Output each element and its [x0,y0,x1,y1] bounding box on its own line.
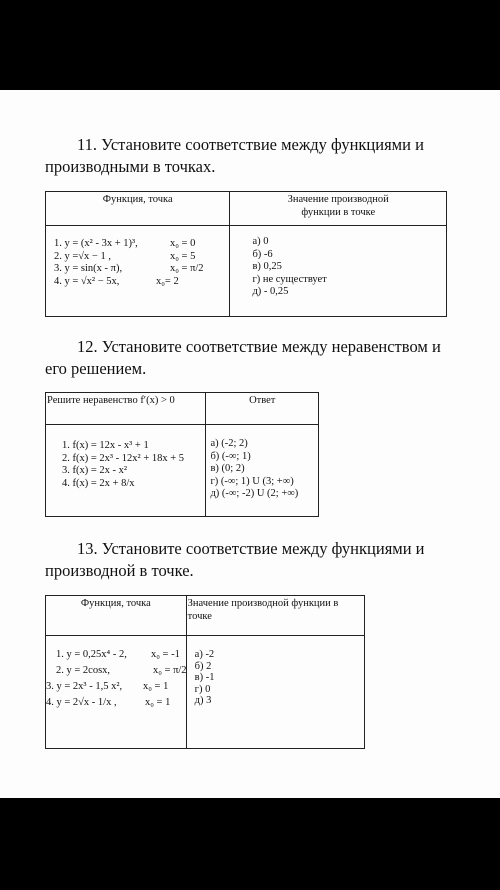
task-12-col1-header: Решите неравенство f′(x) > 0 [47,395,175,406]
task-12-function-list [62,440,205,490]
task-13-table [45,595,365,749]
task-11-answer-a: а) 0 [252,236,269,247]
task-12-answer-c: в) (0; 2) [210,463,245,474]
task-11-title: 11. Установите соответствие между функциями и производными в точках. [45,135,424,176]
task-11-answer-d: г) не существует [252,273,327,285]
task-13-function-list [46,649,186,713]
task-13-col2-header: Значение производной функции в точке [187,598,339,622]
task-12-table [45,392,319,517]
task-12-function-3: 3. f(x) = 2x - x² [62,465,128,476]
task-12-function-4: 4. f(x) = 2x + 8/x [62,477,135,489]
task-11-function-3: 3. y = sin(x - π), x₀ = π/2 [54,263,204,274]
task-12-answer-e: д) (-∞; -2) U (2; +∞) [210,488,299,499]
task-12-answer-list [210,438,318,501]
task-13-answer-b: б) 2 [194,660,212,672]
task-13-answer-c: в) -1 [194,672,215,683]
task-13-function-2: 2. y = 2cosx, x₀ = π/2 [56,665,187,676]
task-11-answer-e: д) - 0,25 [252,286,289,297]
task-11-answer-c: в) 0,25 [252,261,282,272]
task-13-answer-a: а) -2 [194,649,215,660]
task-12-function-1: 1. f(x) = 12x - x³ + 1 [62,440,149,451]
task-11-table [45,191,447,317]
task-11-col1-header: Функция, точка [102,194,173,205]
task-12-answer-a: а) (-2; 2) [210,438,248,449]
task-11-answer-list [252,236,446,299]
task-13-function-4: 4. y = 2√x - 1/x , x₀ = 1 [46,697,171,708]
task-11-function-4: 4. y = √x² − 5x, x₀= 2 [54,275,179,287]
task-13-answer-d: г) 0 [194,683,211,695]
task-11-function-2: 2. y =√x − 1 , x₀ = 5 [54,250,196,262]
task-13-col1-header: Функция, точка [80,598,151,609]
task-13-function-3: 3. y = 2x³ - 1,5 x², x₀ = 1 [46,681,169,692]
task-11-answer-b: б) -6 [252,248,273,260]
task-13-answer-list [195,649,364,707]
task-11-function-1: 1. y = (x² - 3x + 1)³, x₀ = 0 [54,238,196,249]
task-11-col2-header: Значение производной функции в точке [287,194,389,218]
task-12-col2-header: Ответ [249,395,276,406]
task-13-title: 13. Установите соответствие между функциями и производной в точке. [45,539,425,580]
task-12-function-2: 2. f(x) = 2x³ - 12x² + 18x + 5 [62,452,185,464]
task-11-function-list [54,238,229,288]
task-12-answer-b: б) (-∞; 1) [210,450,251,462]
task-12-answer-d: г) (-∞; 1) U (3; +∞) [210,475,294,487]
task-13-answer-e: д) 3 [194,695,212,706]
task-12-title: 12. Установите соответствие между неравенством и его решением. [45,337,441,378]
document-page [0,90,500,798]
task-13-function-1: 1. y = 0,25x⁴ - 2, x₀ = -1 [56,649,180,660]
